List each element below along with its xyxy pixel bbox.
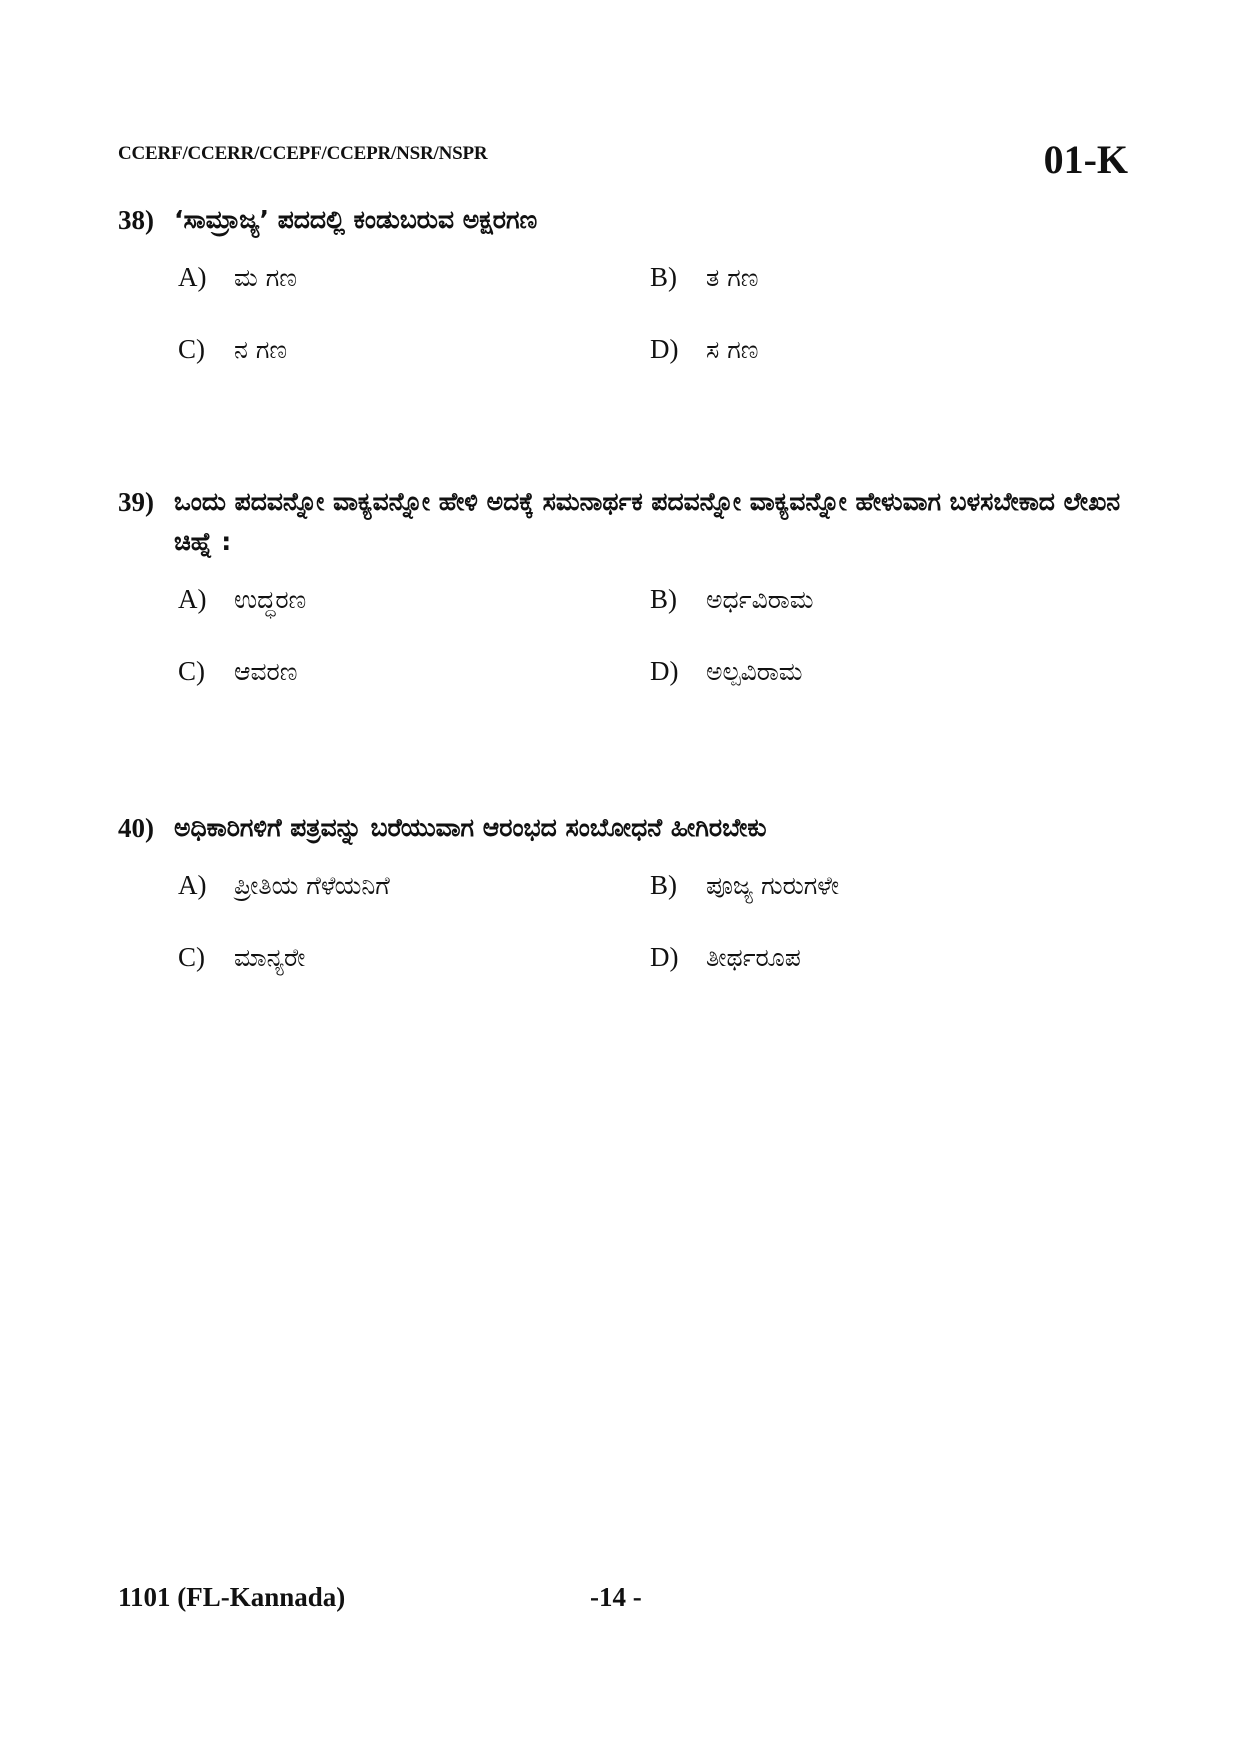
question-40 — [118, 808, 1128, 1030]
option-c — [178, 656, 298, 687]
option-d — [650, 334, 758, 365]
options-list — [118, 584, 1128, 744]
option-b — [650, 584, 814, 615]
option-letter: C) — [178, 334, 205, 364]
option-letter: A) — [178, 870, 207, 900]
option-letter: B) — [650, 870, 677, 900]
option-letter: B) — [650, 262, 677, 292]
option-text: ಅಲ್ಪವಿರಾಮ — [706, 657, 803, 686]
question-38 — [118, 200, 1128, 422]
question-number: 38) — [118, 205, 154, 235]
option-text: ತೀರ್ಥರೂಪ — [706, 943, 801, 972]
option-c — [178, 942, 305, 973]
option-a — [178, 262, 297, 293]
option-d — [650, 942, 801, 973]
option-text: ಮ ಗಣ — [234, 263, 297, 292]
option-a — [178, 870, 390, 901]
option-text: ಸ ಗಣ — [706, 335, 759, 364]
option-letter: D) — [650, 656, 679, 686]
option-letter: A) — [178, 584, 207, 614]
exam-codes: CCERF/CCERR/CCEPF/CCEPR/NSR/NSPR — [118, 143, 488, 164]
option-letter: C) — [178, 942, 205, 972]
options-list — [118, 870, 1128, 1030]
options-list — [118, 262, 1128, 422]
option-d — [650, 656, 803, 687]
question-text: ಒಂದು ಪದವನ್ನೋ ವಾಕ್ಯವನ್ನೋ ಹೇಳಿ ಅದಕ್ಕೆ ಸಮನಾರ್ಥಕ ಪದವನ್ನೋ ವಾಕ್ಯವನ್ನೋ ಹೇಳುವಾಗ ಬಳಸಬೇಕಾದ ಲೇಖನ ಚಿಹ್ನೆ : — [174, 487, 1121, 556]
option-text: ಪ್ರೀತಿಯ ಗೆಳೆಯನಿಗೆ — [234, 871, 390, 900]
question-number: 40) — [118, 813, 154, 843]
option-c — [178, 334, 287, 365]
option-b — [650, 262, 758, 293]
question-39 — [118, 482, 1128, 744]
question-text: ‘ಸಾಮ್ರಾಜ್ಯ’ ಪದದಲ್ಲಿ ಕಂಡುಬರುವ ಅಕ್ಷರಗಣ — [174, 205, 538, 234]
option-letter: A) — [178, 262, 207, 292]
paper-code: 01-K — [1043, 137, 1128, 182]
option-a — [178, 584, 306, 615]
option-b — [650, 870, 839, 901]
page-number: -14 - — [590, 1582, 642, 1612]
option-letter: C) — [178, 656, 205, 686]
paper-name: 1101 (FL-Kannada) — [118, 1582, 346, 1612]
question-text: ಅಧಿಕಾರಿಗಳಿಗೆ ಪತ್ರವನ್ನು ಬರೆಯುವಾಗ ಆರಂಭದ ಸಂಬೋಧನೆ ಹೀಗಿರಬೇಕು — [174, 813, 767, 842]
option-text: ನ ಗಣ — [234, 335, 288, 364]
option-text: ತ ಗಣ — [706, 263, 759, 292]
option-text: ಮಾನ್ಯರೇ — [234, 943, 306, 972]
option-letter: D) — [650, 334, 679, 364]
option-text: ಆವರಣ — [234, 657, 298, 686]
option-letter: B) — [650, 584, 677, 614]
option-text: ಉದ್ಧರಣ — [234, 585, 307, 614]
option-text: ಪೂಜ್ಯ ಗುರುಗಳೇ — [706, 871, 840, 900]
question-number: 39) — [118, 487, 154, 517]
option-letter: D) — [650, 942, 679, 972]
option-text: ಅರ್ಧವಿರಾಮ — [706, 585, 814, 614]
